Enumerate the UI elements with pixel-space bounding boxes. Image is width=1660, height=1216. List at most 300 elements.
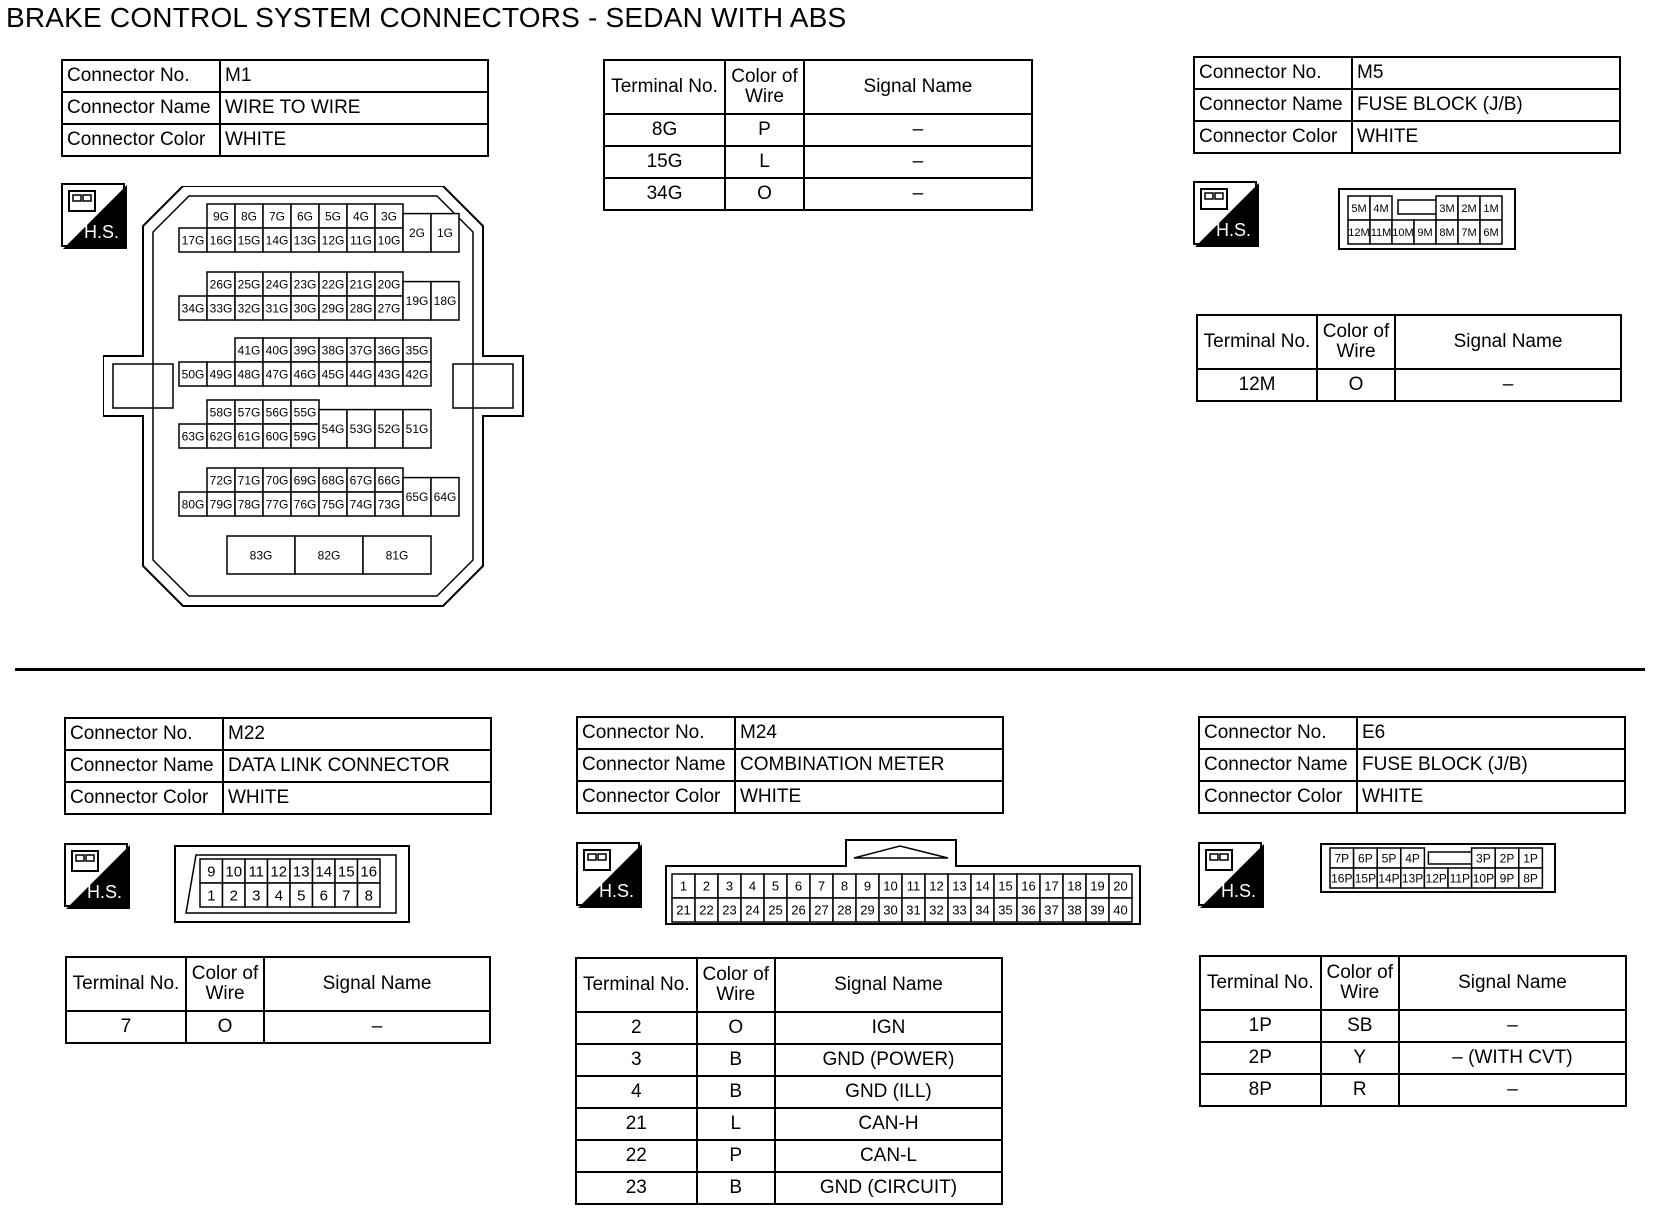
pin-label: 31: [906, 902, 921, 918]
pin-label: 10: [883, 878, 898, 894]
pin-label: 7: [342, 887, 351, 905]
pin-label: 60G: [265, 429, 289, 444]
table-row: 2 O IGN: [576, 1012, 1002, 1044]
pin-cell: [207, 362, 235, 386]
pin-label: 21G: [349, 277, 373, 292]
pin-label: 54G: [321, 422, 345, 437]
connector-name-label: Connector Name: [1194, 89, 1352, 121]
connector-name-label: Connector Name: [1199, 749, 1357, 781]
terminal-no-header: Terminal No.: [604, 60, 725, 114]
pin-cell: [1040, 874, 1063, 898]
hs-label: H.S.: [1220, 881, 1256, 901]
pin-label: 7P: [1334, 851, 1350, 866]
pin-cell: [695, 898, 718, 922]
table-row: 21 L CAN-H: [576, 1108, 1002, 1140]
connector-name-label: Connector Name: [577, 749, 735, 781]
pin-label: 29: [860, 902, 875, 918]
pin-cell: [235, 424, 263, 448]
pin-label: 19G: [405, 294, 429, 309]
pin-label: 37: [1044, 902, 1059, 918]
pin-cell: [263, 468, 291, 492]
pin-cell: [319, 410, 347, 448]
pin-label: 4P: [1405, 851, 1420, 866]
pin-cell: [1480, 220, 1502, 244]
connector-name-label: Connector Name: [65, 750, 223, 782]
pin-cell: [1109, 874, 1132, 898]
pin-cell: [347, 468, 375, 492]
connector-color-label: Connector Color: [62, 124, 220, 156]
pin-label: 23: [722, 902, 737, 918]
pin-cell: [375, 228, 403, 252]
pin-cell: [375, 296, 403, 320]
pin-cell: [925, 874, 948, 898]
section-divider: [15, 668, 1645, 671]
pin-label: 46G: [293, 367, 317, 382]
pin-label: 21: [676, 902, 691, 918]
pin-cell: [403, 338, 431, 362]
pin-cell: [235, 362, 263, 386]
pin-label: 1M: [1483, 202, 1499, 215]
pin-cell: [994, 874, 1017, 898]
pin-cell: [358, 883, 381, 907]
pin-label: 39: [1090, 902, 1105, 918]
terminal-table-e6: [1199, 955, 1627, 1107]
pin-cell: [1370, 220, 1392, 244]
pin-label: 12: [270, 863, 288, 881]
pin-cell: [810, 898, 833, 922]
table-row: 2P Y – (WITH CVT): [1200, 1042, 1626, 1074]
terminal-no-header: Terminal No.: [1200, 956, 1321, 1010]
pin-label: 5P: [1381, 851, 1397, 866]
connector-color-value: WHITE: [1357, 781, 1625, 813]
pin-cell: [347, 272, 375, 296]
pin-cell: [235, 272, 263, 296]
table-row: 22 P CAN-L: [576, 1140, 1002, 1172]
pin-label: 12M: [1348, 226, 1370, 239]
table-row: 4 B GND (ILL): [576, 1076, 1002, 1108]
pin-label: 35: [998, 902, 1013, 918]
pin-cell: [319, 468, 347, 492]
pin-label: 8: [364, 887, 373, 905]
pin-label: 19: [1090, 878, 1105, 894]
pin-label: 1P: [1523, 851, 1538, 866]
pin-cell: [1519, 848, 1543, 868]
pin-label: 11: [248, 863, 265, 881]
pin-label: 38: [1067, 902, 1082, 918]
pin-label: 5G: [324, 209, 342, 224]
pin-label: 39G: [293, 343, 317, 358]
connector-info-m5: [1193, 56, 1621, 154]
pin-cell: [375, 338, 403, 362]
pin-cell: [403, 410, 431, 448]
hs-label: H.S.: [1215, 220, 1251, 240]
pin-label: 3P: [1476, 851, 1491, 866]
pin-cell: [879, 874, 902, 898]
pin-cell: [290, 859, 313, 883]
pin-label: 27G: [377, 301, 401, 316]
pin-cell: [291, 492, 319, 516]
pin-label: 13G: [293, 233, 317, 248]
pin-label: 20G: [377, 277, 401, 292]
pin-label: 50G: [181, 367, 205, 382]
pin-cell: [1330, 868, 1354, 888]
pin-cell: [263, 424, 291, 448]
pin-cell: [319, 228, 347, 252]
pin-cell: [268, 883, 291, 907]
pin-cell: [235, 296, 263, 320]
pin-cell: [971, 874, 994, 898]
pin-cell: [263, 204, 291, 228]
connector-m22-pinout: [174, 845, 410, 923]
pin-cell: [431, 282, 459, 320]
pin-cell: [245, 859, 268, 883]
terminal-no-header: Terminal No.: [576, 958, 697, 1012]
pin-label: 6M: [1483, 226, 1499, 239]
pin-cell: [1436, 196, 1458, 220]
pin-cell: [263, 272, 291, 296]
pin-label: 12P: [1425, 871, 1447, 886]
pin-label: 22G: [321, 277, 345, 292]
pin-label: 6P: [1358, 851, 1373, 866]
pin-cell: [207, 204, 235, 228]
pin-label: 15: [998, 878, 1013, 894]
connector-color-label: Connector Color: [577, 781, 735, 813]
pin-label: 57G: [237, 405, 261, 420]
pin-label: 49G: [209, 367, 233, 382]
pin-cell: [291, 338, 319, 362]
terminal-no-header: Terminal No.: [66, 957, 186, 1011]
pin-cell: [263, 362, 291, 386]
connector-color-value: WHITE: [735, 781, 1003, 813]
pin-cell: [1370, 196, 1392, 220]
pin-label: 62G: [209, 429, 233, 444]
pin-label: 27: [814, 902, 829, 918]
pin-label: 9G: [212, 209, 230, 224]
pin-label: 16G: [209, 233, 233, 248]
pin-cell: [347, 204, 375, 228]
pin-cell: [764, 898, 787, 922]
pin-cell: [319, 204, 347, 228]
connector-name-value: DATA LINK CONNECTOR: [223, 750, 491, 782]
pin-label: 1: [207, 887, 216, 905]
pin-label: 44G: [349, 367, 373, 382]
pin-cell: [403, 478, 431, 516]
table-row: 7 O –: [66, 1011, 490, 1043]
pin-label: 51G: [405, 422, 429, 437]
connector-no-value: E6: [1357, 717, 1625, 749]
connector-info-e6: [1198, 716, 1626, 814]
connector-color-value: WHITE: [220, 124, 488, 156]
pin-cell: [358, 859, 381, 883]
pin-cell: [1480, 196, 1502, 220]
signal-name-header: Signal Name: [804, 60, 1032, 114]
pin-label: 2: [229, 887, 238, 905]
connector-no-label: Connector No.: [62, 60, 220, 92]
pin-cell: [948, 874, 971, 898]
pin-label: 34G: [181, 301, 205, 316]
pin-label: 9M: [1417, 226, 1433, 239]
connector-no-label: Connector No.: [65, 718, 223, 750]
pin-cell: [207, 228, 235, 252]
connector-name-value: FUSE BLOCK (J/B): [1352, 89, 1620, 121]
connector-no-value: M24: [735, 717, 1003, 749]
pin-label: 74G: [349, 497, 373, 512]
left-latch: [113, 364, 173, 408]
pin-cell: [1424, 868, 1448, 888]
pin-label: 33G: [209, 301, 233, 316]
connector-name-label: Connector Name: [62, 92, 220, 124]
pin-label: 10G: [377, 233, 401, 248]
pin-label: 3: [252, 887, 261, 905]
pin-cell: [319, 492, 347, 516]
pin-cell: [1348, 196, 1370, 220]
pin-cell: [313, 883, 336, 907]
pin-cell: [1377, 868, 1401, 888]
pin-cell: [375, 492, 403, 516]
pin-label: 3M: [1439, 202, 1455, 215]
lock-tab: [854, 846, 948, 858]
connector-info-m24: [576, 716, 1004, 814]
pin-cell: [223, 883, 246, 907]
connector-no-label: Connector No.: [1194, 57, 1352, 89]
pin-cell: [347, 492, 375, 516]
pin-label: 14: [315, 863, 333, 881]
pin-label: 81G: [385, 548, 409, 563]
pin-cell: [179, 492, 207, 516]
pin-cell: [1448, 868, 1472, 888]
pin-cell: [925, 898, 948, 922]
pin-label: 55G: [293, 405, 317, 420]
pin-cell: [1348, 220, 1370, 244]
pin-cell: [347, 228, 375, 252]
pin-cell: [291, 296, 319, 320]
pin-cell: [787, 898, 810, 922]
hs-label: H.S.: [83, 222, 119, 242]
pin-label: 17: [1044, 878, 1059, 894]
pin-cell: [235, 492, 263, 516]
connector-no-label: Connector No.: [577, 717, 735, 749]
pin-cell: [291, 228, 319, 252]
signal-name-header: Signal Name: [1395, 315, 1621, 369]
connector-color-label: Connector Color: [1194, 121, 1352, 153]
pin-label: 24G: [265, 277, 289, 292]
pin-label: 14G: [265, 233, 289, 248]
pin-label: 70G: [265, 473, 289, 488]
pin-label: 30G: [293, 301, 317, 316]
pin-label: 77G: [265, 497, 289, 512]
pin-label: 83G: [249, 548, 273, 563]
pin-label: 13: [292, 863, 310, 881]
terminal-table-m1: [603, 59, 1033, 211]
pin-label: 32: [929, 902, 944, 918]
pin-cell: [207, 424, 235, 448]
pin-label: 6: [794, 878, 803, 894]
pin-cell: [672, 874, 695, 898]
pin-cell: [291, 204, 319, 228]
color-of-wire-header: Color of Wire: [1317, 315, 1395, 369]
pin-label: 5M: [1351, 202, 1367, 215]
pin-cell: [879, 898, 902, 922]
pin-cell: [1436, 220, 1458, 244]
pin-cell: [335, 859, 358, 883]
pin-cell: [291, 424, 319, 448]
pin-label: 10M: [1392, 226, 1414, 239]
pin-cell: [1401, 848, 1425, 868]
pin-cell: [672, 898, 695, 922]
pin-label: 22: [699, 902, 714, 918]
color-of-wire-header: Color of Wire: [725, 60, 804, 114]
pin-cell: [856, 874, 879, 898]
pin-cell: [1330, 848, 1354, 868]
pin-label: 2: [702, 878, 711, 894]
pin-label: 35G: [405, 343, 429, 358]
pin-label: 36G: [377, 343, 401, 358]
pin-cell: [179, 296, 207, 320]
pin-label: 13P: [1401, 871, 1424, 886]
connector-name-value: COMBINATION METER: [735, 749, 1003, 781]
pin-cell: [810, 874, 833, 898]
pin-cell: [179, 362, 207, 386]
pin-label: 11G: [350, 233, 372, 248]
pin-label: 6G: [296, 209, 314, 224]
pin-label: 11P: [1449, 871, 1471, 886]
pin-cell: [431, 214, 459, 252]
color-of-wire-header: Color of Wire: [1321, 956, 1399, 1010]
pin-label: 1: [679, 878, 688, 894]
table-row: 3 B GND (POWER): [576, 1044, 1002, 1076]
pin-cell: [1472, 868, 1496, 888]
pin-label: 30: [883, 902, 898, 918]
pin-label: 43G: [377, 367, 401, 382]
table-row: 8P R –: [1200, 1074, 1626, 1106]
pin-label: 10: [225, 863, 243, 881]
connector-color-label: Connector Color: [65, 782, 223, 814]
pin-cell: [291, 400, 319, 424]
pin-label: 3: [725, 878, 734, 894]
pin-cell: [1086, 874, 1109, 898]
pin-cell: [319, 362, 347, 386]
pin-label: 67G: [349, 473, 373, 488]
pin-label: 37G: [349, 343, 373, 358]
pin-label: 66G: [377, 473, 401, 488]
connector-e6-pinout: [1320, 843, 1556, 893]
pin-cell: [263, 228, 291, 252]
pin-cell: [948, 898, 971, 922]
pin-label: 78G: [237, 497, 261, 512]
pin-label: 52G: [377, 422, 401, 437]
pin-cell: [207, 296, 235, 320]
pin-cell: [971, 898, 994, 922]
pin-cell: [1472, 848, 1496, 868]
table-row: 8G P –: [604, 114, 1032, 146]
pin-cell: [1377, 848, 1401, 868]
pin-label: 1G: [436, 226, 454, 241]
pin-cell: [856, 898, 879, 922]
pin-cell: [235, 338, 263, 362]
pin-label: 12G: [321, 233, 345, 248]
pin-cell: [295, 536, 363, 574]
pin-cell: [263, 338, 291, 362]
pin-cell: [1086, 898, 1109, 922]
connector-color-label: Connector Color: [1199, 781, 1357, 813]
pin-label: 76G: [293, 497, 317, 512]
pin-label: 8G: [240, 209, 258, 224]
pin-cell: [403, 282, 431, 320]
pin-label: 16P: [1331, 871, 1353, 886]
connector-info-m22: [64, 717, 492, 815]
pin-label: 17G: [181, 233, 205, 248]
pin-cell: [291, 362, 319, 386]
pin-label: 4G: [352, 209, 370, 224]
pin-cell: [718, 874, 741, 898]
signal-name-header: Signal Name: [264, 957, 490, 1011]
pin-cell: [179, 228, 207, 252]
terminal-table-m24: [575, 957, 1003, 1205]
pin-label: 61G: [237, 429, 261, 444]
hs-label: H.S.: [598, 881, 634, 901]
pin-label: 11: [906, 878, 921, 894]
signal-name-header: Signal Name: [775, 958, 1002, 1012]
pin-cell: [1392, 220, 1414, 244]
pin-label: 59G: [293, 429, 317, 444]
pin-cell: [1017, 898, 1040, 922]
pin-cell: [375, 204, 403, 228]
pin-cell: [347, 410, 375, 448]
pin-cell: [291, 468, 319, 492]
hs-label: H.S.: [86, 882, 122, 902]
pin-cell: [431, 478, 459, 516]
page-title: BRAKE CONTROL SYSTEM CONNECTORS - SEDAN WITH ABS: [6, 2, 847, 33]
pin-cell: [1414, 220, 1436, 244]
pin-cell: [1063, 874, 1086, 898]
pin-label: 82G: [317, 548, 341, 563]
connector-color-value: WHITE: [1352, 121, 1620, 153]
pin-cell: [319, 272, 347, 296]
pin-cell: [207, 468, 235, 492]
pin-label: 15G: [237, 233, 261, 248]
pin-label: 32G: [237, 301, 261, 316]
pin-label: 4: [274, 887, 283, 905]
pin-label: 26G: [209, 277, 233, 292]
right-latch: [453, 364, 513, 408]
pin-cell: [179, 424, 207, 448]
connector-color-value: WHITE: [223, 782, 491, 814]
terminal-table-m5: [1196, 314, 1622, 402]
pin-label: 15: [337, 863, 355, 881]
pin-label: 9: [207, 863, 216, 881]
pin-cell: [1354, 848, 1378, 868]
pin-label: 40: [1113, 902, 1128, 918]
pin-cell: [291, 272, 319, 296]
pin-cell: [363, 536, 431, 574]
connector-m5-pinout: [1338, 188, 1516, 250]
pin-label: 18G: [433, 294, 457, 309]
pin-cell: [319, 338, 347, 362]
connector-name-value: FUSE BLOCK (J/B): [1357, 749, 1625, 781]
table-row: 12M O –: [1197, 369, 1621, 401]
pin-label: 72G: [209, 473, 233, 488]
connector-no-value: M5: [1352, 57, 1620, 89]
pin-cell: [347, 362, 375, 386]
pin-label: 47G: [265, 367, 289, 382]
pin-label: 7: [817, 878, 826, 894]
pin-cell: [902, 898, 925, 922]
pin-label: 9: [863, 878, 872, 894]
harness-side-icon: [576, 842, 640, 906]
pin-cell: [1109, 898, 1132, 922]
pin-cell: [375, 272, 403, 296]
pin-label: 53G: [349, 422, 373, 437]
